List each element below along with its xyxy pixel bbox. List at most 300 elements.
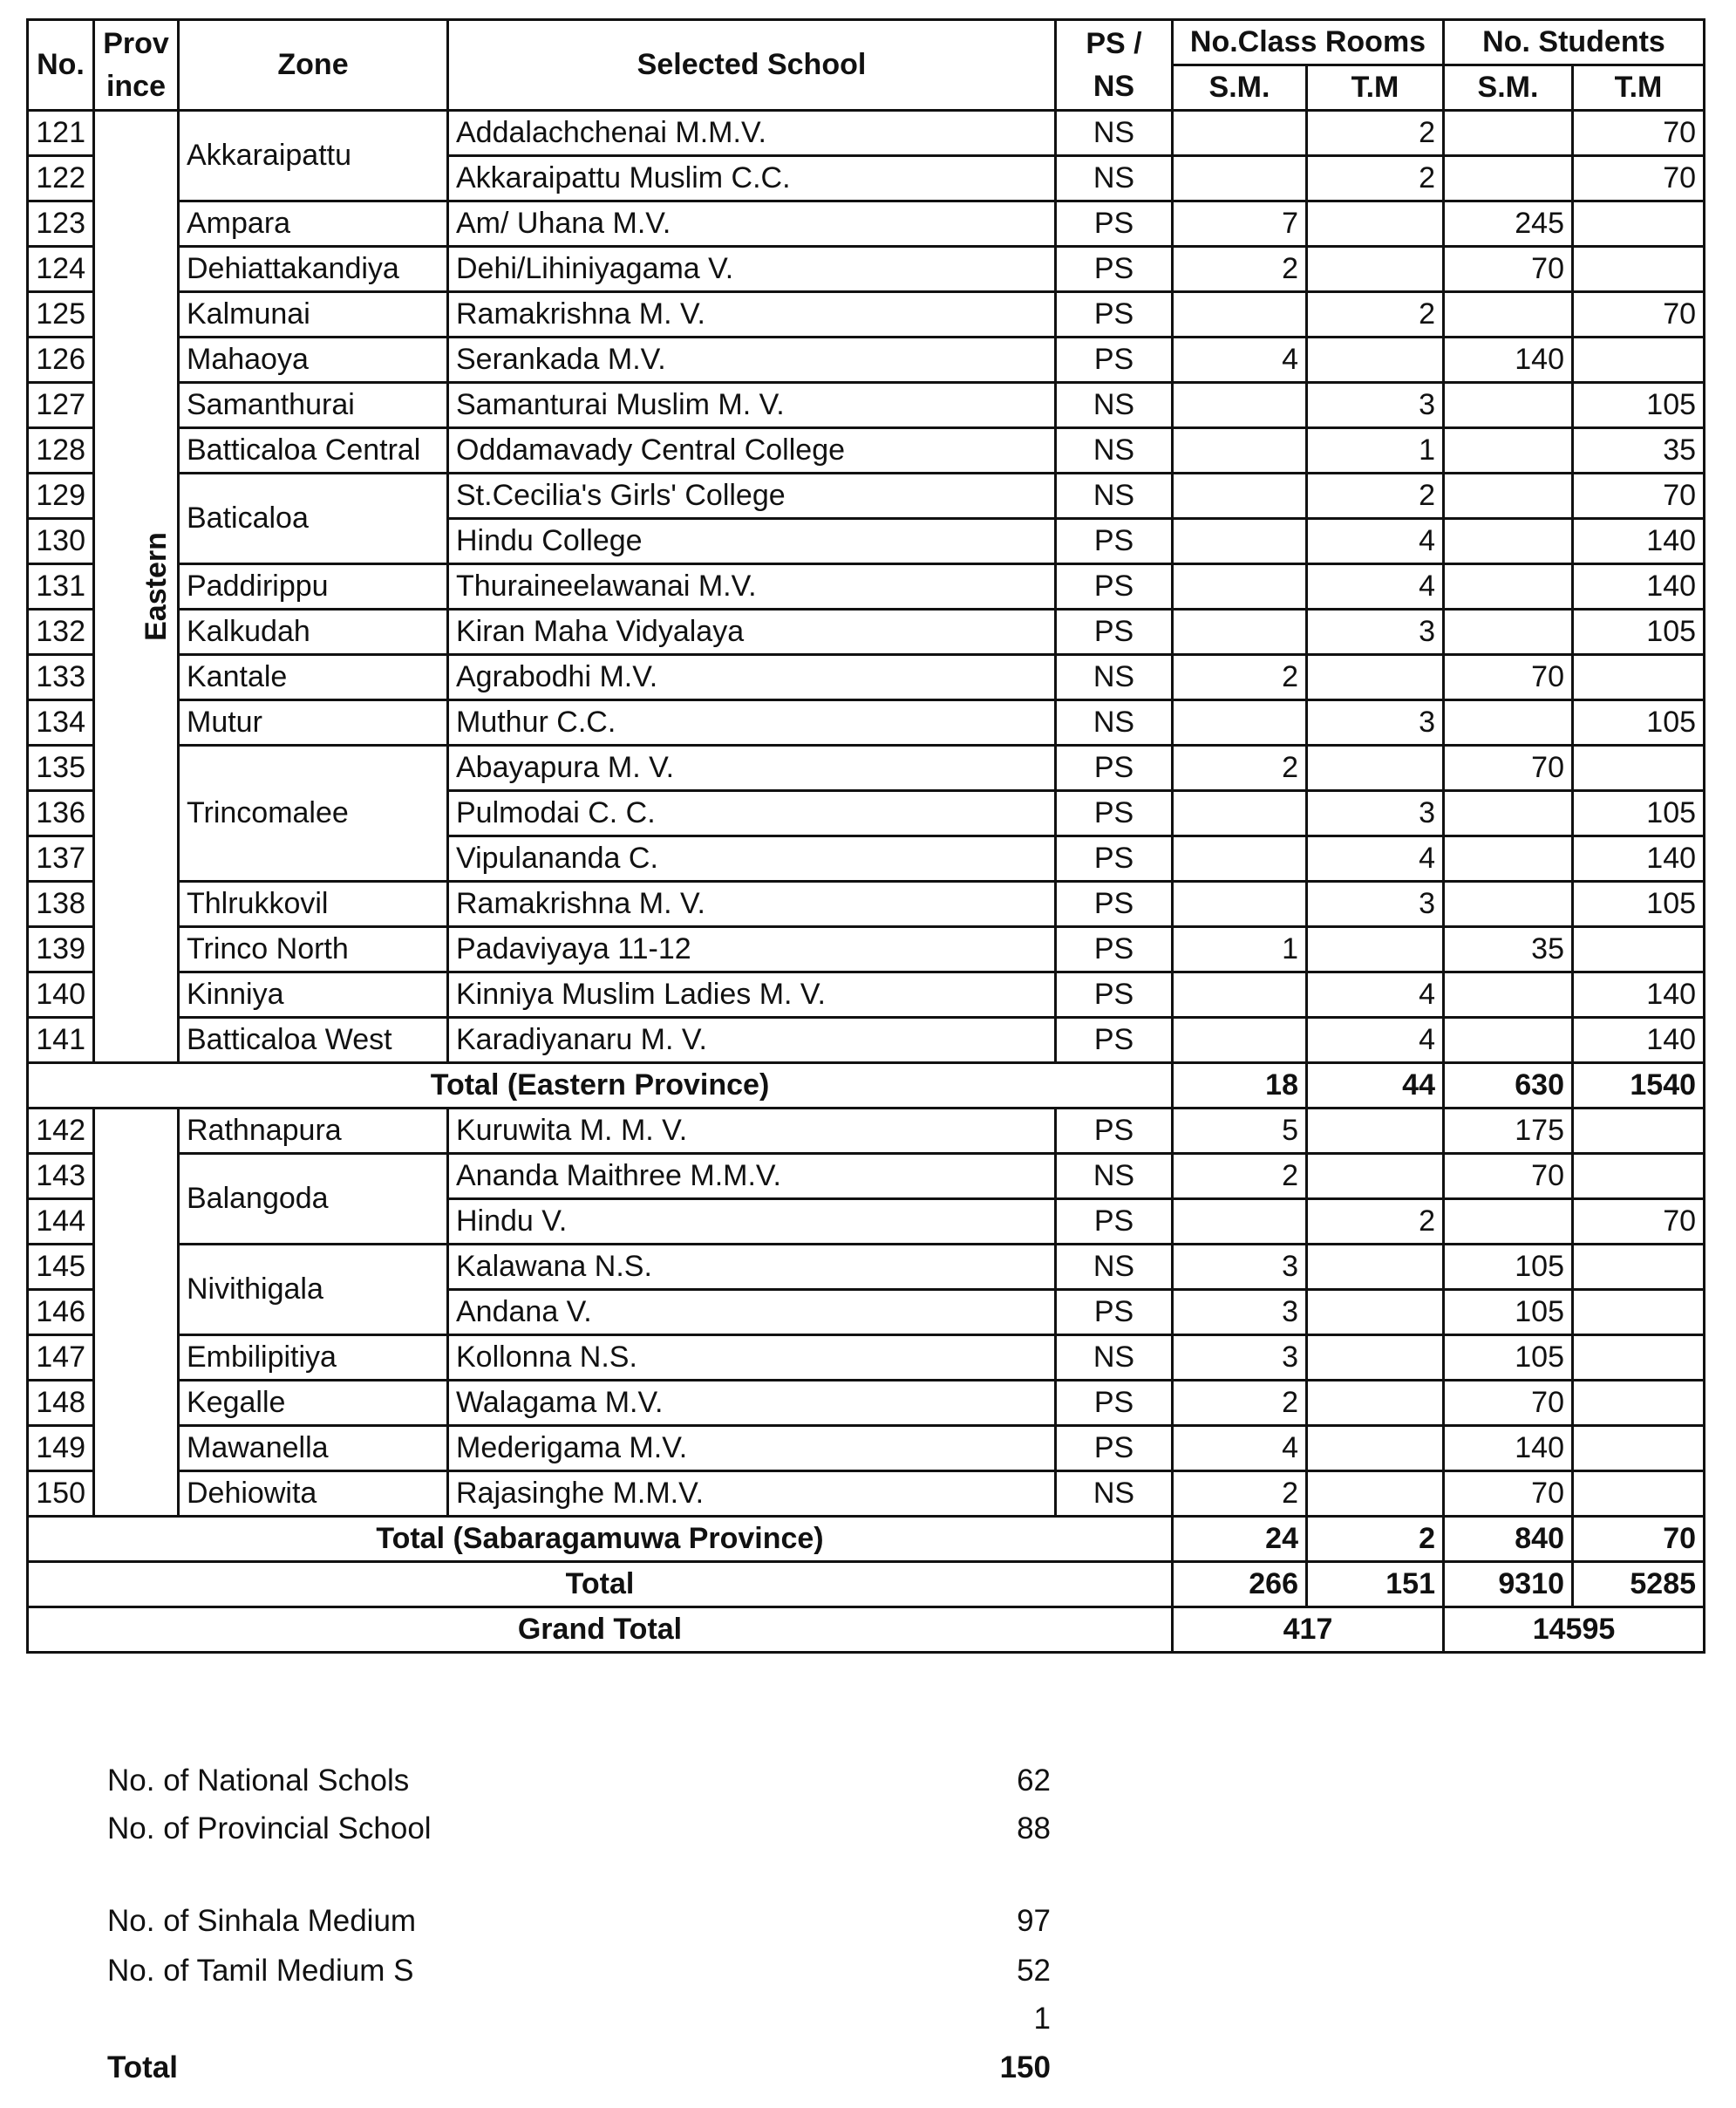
school-name: Serankada M.V. <box>448 338 1056 383</box>
col-students-sm: S.M. <box>1444 65 1573 111</box>
students-tm: 105 <box>1573 882 1705 927</box>
school-type: PS <box>1056 564 1173 610</box>
students-tm: 70 <box>1573 156 1705 201</box>
school-name: Addalachchenai M.M.V. <box>448 111 1056 156</box>
school-type: NS <box>1056 655 1173 700</box>
students-tm <box>1573 655 1705 700</box>
classrooms-sm <box>1173 474 1307 519</box>
students-sm <box>1444 383 1573 428</box>
classrooms-tm <box>1307 338 1444 383</box>
students-tm <box>1573 746 1705 791</box>
students-tm <box>1573 1154 1705 1199</box>
students-tm: 35 <box>1573 428 1705 474</box>
school-type: NS <box>1056 1335 1173 1381</box>
classrooms-sm: 2 <box>1173 655 1307 700</box>
students-tm: 140 <box>1573 519 1705 564</box>
row-number: 131 <box>28 564 94 610</box>
students-sm: 105 <box>1444 1245 1573 1290</box>
school-type: PS <box>1056 927 1173 972</box>
school-type: PS <box>1056 247 1173 292</box>
students-sm <box>1444 1018 1573 1063</box>
classrooms-tm <box>1307 1335 1444 1381</box>
students-tm: 70 <box>1573 1199 1705 1245</box>
school-type: PS <box>1056 519 1173 564</box>
summary-provincial: No. of Provincial School 88 <box>107 1811 1051 1845</box>
classrooms-sm: 2 <box>1173 746 1307 791</box>
classrooms-tm: 3 <box>1307 882 1444 927</box>
classrooms-tm: 2 <box>1307 292 1444 338</box>
students-tm: 140 <box>1573 564 1705 610</box>
row-number: 150 <box>28 1471 94 1517</box>
total-classrooms-tm: 151 <box>1307 1562 1444 1607</box>
school-type: PS <box>1056 1018 1173 1063</box>
school-name: Mederigama M.V. <box>448 1426 1056 1471</box>
total-classrooms-sm: 266 <box>1173 1562 1307 1607</box>
students-tm: 140 <box>1573 1018 1705 1063</box>
province-cell <box>94 111 179 1063</box>
school-type: NS <box>1056 156 1173 201</box>
school-type: PS <box>1056 1381 1173 1426</box>
zone-cell: Mahaoya <box>179 338 448 383</box>
students-sm <box>1444 156 1573 201</box>
col-classrooms-sm: S.M. <box>1173 65 1307 111</box>
row-number: 129 <box>28 474 94 519</box>
classrooms-sm <box>1173 791 1307 836</box>
students-sm <box>1444 791 1573 836</box>
header-row-1 <box>28 20 1705 65</box>
students-tm: 140 <box>1573 972 1705 1018</box>
school-name: Hindu College <box>448 519 1056 564</box>
table-row <box>28 428 1705 474</box>
table-row <box>28 338 1705 383</box>
school-type: NS <box>1056 111 1173 156</box>
classrooms-sm: 2 <box>1173 1154 1307 1199</box>
classrooms-sm: 1 <box>1173 927 1307 972</box>
col-ps-ns: PS / NS <box>1056 20 1173 111</box>
zone-cell: Kalkudah <box>179 610 448 655</box>
school-type: PS <box>1056 292 1173 338</box>
zone-cell: Dehiattakandiya <box>179 247 448 292</box>
classrooms-sm: 4 <box>1173 338 1307 383</box>
table-row <box>28 1426 1705 1471</box>
classrooms-sm <box>1173 700 1307 746</box>
students-sm: 175 <box>1444 1109 1573 1154</box>
classrooms-tm: 4 <box>1307 836 1444 882</box>
students-sm: 105 <box>1444 1290 1573 1335</box>
school-type: NS <box>1056 383 1173 428</box>
school-name: Kuruwita M. M. V. <box>448 1109 1056 1154</box>
students-sm: 140 <box>1444 338 1573 383</box>
schools-table <box>26 18 1705 1654</box>
table-row <box>28 972 1705 1018</box>
table-row <box>28 1154 1705 1199</box>
province-label: Eastern <box>139 532 173 641</box>
school-name: Oddamavady Central College <box>448 428 1056 474</box>
eastern-total-row <box>28 1063 1705 1109</box>
table-row <box>28 1335 1705 1381</box>
students-sm <box>1444 610 1573 655</box>
classrooms-sm: 3 <box>1173 1245 1307 1290</box>
total-students-sm: 630 <box>1444 1063 1573 1109</box>
students-tm <box>1573 201 1705 247</box>
students-tm <box>1573 338 1705 383</box>
zone-cell: Dehiowita <box>179 1471 448 1517</box>
total-students-tm: 5285 <box>1573 1562 1705 1607</box>
total-label: Total <box>28 1562 1173 1607</box>
students-tm: 70 <box>1573 111 1705 156</box>
students-tm <box>1573 247 1705 292</box>
grand-total-students: 14595 <box>1444 1607 1705 1653</box>
grand-total-row <box>28 1607 1705 1653</box>
zone-cell: Mutur <box>179 700 448 746</box>
school-type: PS <box>1056 746 1173 791</box>
classrooms-sm: 4 <box>1173 1426 1307 1471</box>
zone-cell: Samanthurai <box>179 383 448 428</box>
school-type: PS <box>1056 882 1173 927</box>
classrooms-sm: 2 <box>1173 1381 1307 1426</box>
classrooms-sm <box>1173 519 1307 564</box>
students-sm <box>1444 111 1573 156</box>
classrooms-sm <box>1173 1199 1307 1245</box>
classrooms-tm: 3 <box>1307 383 1444 428</box>
row-number: 144 <box>28 1199 94 1245</box>
classrooms-sm: 7 <box>1173 201 1307 247</box>
row-number: 137 <box>28 836 94 882</box>
school-type: PS <box>1056 610 1173 655</box>
row-number: 149 <box>28 1426 94 1471</box>
students-tm: 105 <box>1573 610 1705 655</box>
classrooms-tm <box>1307 655 1444 700</box>
table-row <box>28 1018 1705 1063</box>
school-name: Muthur C.C. <box>448 700 1056 746</box>
row-number: 122 <box>28 156 94 201</box>
table-row <box>28 292 1705 338</box>
students-tm <box>1573 1109 1705 1154</box>
school-name: Dehi/Lihiniyagama V. <box>448 247 1056 292</box>
classrooms-tm: 2 <box>1307 1199 1444 1245</box>
total-students-tm: 1540 <box>1573 1063 1705 1109</box>
students-sm <box>1444 1199 1573 1245</box>
summary-national: No. of National Schols 62 <box>107 1763 1051 1798</box>
classrooms-tm <box>1307 1471 1444 1517</box>
zone-cell: Ampara <box>179 201 448 247</box>
total-label: Total (Eastern Province) <box>28 1063 1173 1109</box>
school-name: St.Cecilia's Girls' College <box>448 474 1056 519</box>
classrooms-sm: 2 <box>1173 247 1307 292</box>
classrooms-sm: 3 <box>1173 1335 1307 1381</box>
classrooms-sm <box>1173 564 1307 610</box>
zone-cell: Kalmunai <box>179 292 448 338</box>
students-sm <box>1444 564 1573 610</box>
students-sm <box>1444 836 1573 882</box>
row-number: 146 <box>28 1290 94 1335</box>
classrooms-sm: 5 <box>1173 1109 1307 1154</box>
classrooms-sm <box>1173 428 1307 474</box>
school-name: Hindu V. <box>448 1199 1056 1245</box>
zone-cell: Kinniya <box>179 972 448 1018</box>
zone-cell: Batticaloa Central <box>179 428 448 474</box>
col-zone: Zone <box>179 20 448 111</box>
school-name: Andana V. <box>448 1290 1056 1335</box>
school-name: Ramakrishna M. V. <box>448 882 1056 927</box>
classrooms-tm <box>1307 201 1444 247</box>
school-name: Agrabodhi M.V. <box>448 655 1056 700</box>
classrooms-tm <box>1307 1154 1444 1199</box>
table-row <box>28 111 1705 156</box>
school-name: Rajasinghe M.M.V. <box>448 1471 1056 1517</box>
col-school: Selected School <box>448 20 1056 111</box>
classrooms-tm: 1 <box>1307 428 1444 474</box>
students-sm <box>1444 428 1573 474</box>
school-name: Pulmodai C. C. <box>448 791 1056 836</box>
zone-cell: Rathnapura <box>179 1109 448 1154</box>
students-tm <box>1573 1381 1705 1426</box>
total-classrooms-tm: 44 <box>1307 1063 1444 1109</box>
classrooms-sm <box>1173 836 1307 882</box>
total-row <box>28 1562 1705 1607</box>
table-row <box>28 201 1705 247</box>
row-number: 132 <box>28 610 94 655</box>
table-row <box>28 1471 1705 1517</box>
col-classrooms: No.Class Rooms <box>1173 20 1444 65</box>
row-number: 133 <box>28 655 94 700</box>
classrooms-sm: 3 <box>1173 1290 1307 1335</box>
col-province: Prov ince <box>94 20 179 111</box>
row-number: 134 <box>28 700 94 746</box>
total-students-sm: 840 <box>1444 1517 1573 1562</box>
row-number: 123 <box>28 201 94 247</box>
school-name: Kinniya Muslim Ladies M. V. <box>448 972 1056 1018</box>
row-number: 130 <box>28 519 94 564</box>
zone-cell: Kegalle <box>179 1381 448 1426</box>
total-classrooms-tm: 2 <box>1307 1517 1444 1562</box>
students-tm <box>1573 1471 1705 1517</box>
school-type: PS <box>1056 1109 1173 1154</box>
row-number: 139 <box>28 927 94 972</box>
students-sm: 70 <box>1444 655 1573 700</box>
classrooms-tm <box>1307 1290 1444 1335</box>
school-name: Padaviyaya 11-12 <box>448 927 1056 972</box>
students-sm <box>1444 292 1573 338</box>
row-number: 147 <box>28 1335 94 1381</box>
classrooms-tm <box>1307 1245 1444 1290</box>
school-name: Am/ Uhana M.V. <box>448 201 1056 247</box>
students-sm: 70 <box>1444 247 1573 292</box>
students-tm: 105 <box>1573 791 1705 836</box>
school-type: NS <box>1056 1154 1173 1199</box>
row-number: 121 <box>28 111 94 156</box>
zone-cell: Paddirippu <box>179 564 448 610</box>
summary-sinhala: No. of Sinhala Medium 97 <box>107 1904 1051 1938</box>
zone-cell: Trincomalee <box>179 746 448 882</box>
row-number: 136 <box>28 791 94 836</box>
total-label: Total (Sabaragamuwa Province) <box>28 1517 1173 1562</box>
school-name: Kalawana N.S. <box>448 1245 1056 1290</box>
col-classrooms-tm: T.M <box>1307 65 1444 111</box>
school-type: PS <box>1056 201 1173 247</box>
row-number: 142 <box>28 1109 94 1154</box>
table-row <box>28 1381 1705 1426</box>
sabaragamuwa-total-row <box>28 1517 1705 1562</box>
school-type: PS <box>1056 1426 1173 1471</box>
school-name: Samanturai Muslim M. V. <box>448 383 1056 428</box>
students-tm: 140 <box>1573 836 1705 882</box>
classrooms-tm <box>1307 247 1444 292</box>
students-sm: 70 <box>1444 1381 1573 1426</box>
zone-cell: Embilipitiya <box>179 1335 448 1381</box>
table-row <box>28 927 1705 972</box>
total-students-tm: 70 <box>1573 1517 1705 1562</box>
school-name: Walagama M.V. <box>448 1381 1056 1426</box>
col-students-tm: T.M <box>1573 65 1705 111</box>
grand-total-label: Grand Total <box>28 1607 1173 1653</box>
classrooms-sm <box>1173 292 1307 338</box>
classrooms-tm: 3 <box>1307 610 1444 655</box>
classrooms-tm <box>1307 1426 1444 1471</box>
row-number: 135 <box>28 746 94 791</box>
classrooms-sm <box>1173 111 1307 156</box>
classrooms-tm: 4 <box>1307 519 1444 564</box>
row-number: 127 <box>28 383 94 428</box>
classrooms-tm: 4 <box>1307 1018 1444 1063</box>
school-type: PS <box>1056 791 1173 836</box>
row-number: 145 <box>28 1245 94 1290</box>
school-type: PS <box>1056 338 1173 383</box>
classrooms-sm <box>1173 1018 1307 1063</box>
table-row <box>28 700 1705 746</box>
row-number: 141 <box>28 1018 94 1063</box>
school-type: PS <box>1056 836 1173 882</box>
school-type: PS <box>1056 1199 1173 1245</box>
school-type: PS <box>1056 972 1173 1018</box>
total-classrooms-sm: 18 <box>1173 1063 1307 1109</box>
school-type: NS <box>1056 428 1173 474</box>
classrooms-tm: 3 <box>1307 700 1444 746</box>
classrooms-sm <box>1173 156 1307 201</box>
table-body <box>28 111 1705 1653</box>
classrooms-tm <box>1307 1109 1444 1154</box>
school-name: Karadiyanaru M. V. <box>448 1018 1056 1063</box>
students-tm <box>1573 1245 1705 1290</box>
school-type: PS <box>1056 1290 1173 1335</box>
table-row <box>28 1245 1705 1290</box>
province-cell <box>94 1109 179 1517</box>
students-sm: 140 <box>1444 1426 1573 1471</box>
row-number: 124 <box>28 247 94 292</box>
classrooms-tm <box>1307 1381 1444 1426</box>
classrooms-sm <box>1173 972 1307 1018</box>
school-name: Akkaraipattu Muslim C.C. <box>448 156 1056 201</box>
classrooms-tm: 2 <box>1307 156 1444 201</box>
school-name: Kiran Maha Vidyalaya <box>448 610 1056 655</box>
school-type: NS <box>1056 474 1173 519</box>
classrooms-sm <box>1173 882 1307 927</box>
students-sm: 105 <box>1444 1335 1573 1381</box>
students-sm <box>1444 519 1573 564</box>
school-type: NS <box>1056 1471 1173 1517</box>
table-row <box>28 882 1705 927</box>
zone-cell: Batticaloa West <box>179 1018 448 1063</box>
summary-tamil: No. of Tamil Medium S 52 <box>107 1954 1051 1988</box>
classrooms-tm <box>1307 927 1444 972</box>
classrooms-sm <box>1173 383 1307 428</box>
row-number: 148 <box>28 1381 94 1426</box>
school-name: Vipulananda C. <box>448 836 1056 882</box>
students-tm <box>1573 1335 1705 1381</box>
students-sm <box>1444 474 1573 519</box>
students-tm: 70 <box>1573 292 1705 338</box>
classrooms-sm: 2 <box>1173 1471 1307 1517</box>
row-number: 126 <box>28 338 94 383</box>
classrooms-tm: 3 <box>1307 791 1444 836</box>
students-sm: 35 <box>1444 927 1573 972</box>
summary-total: Total 150 <box>107 2050 1051 2084</box>
students-tm: 70 <box>1573 474 1705 519</box>
table-row <box>28 746 1705 791</box>
students-tm: 105 <box>1573 700 1705 746</box>
zone-cell: Baticaloa <box>179 474 448 564</box>
classrooms-tm <box>1307 746 1444 791</box>
classrooms-tm: 4 <box>1307 564 1444 610</box>
zone-cell: Mawanella <box>179 1426 448 1471</box>
summary-other: 1 <box>1033 2002 1051 2036</box>
students-tm <box>1573 1426 1705 1471</box>
students-sm: 70 <box>1444 1154 1573 1199</box>
table-row <box>28 383 1705 428</box>
students-sm: 70 <box>1444 746 1573 791</box>
total-students-sm: 9310 <box>1444 1562 1573 1607</box>
total-classrooms-sm: 24 <box>1173 1517 1307 1562</box>
col-students: No. Students <box>1444 20 1705 65</box>
table-row <box>28 474 1705 519</box>
zone-cell: Thlrukkovil <box>179 882 448 927</box>
school-name: Thuraineelawanai M.V. <box>448 564 1056 610</box>
table-row <box>28 564 1705 610</box>
school-name: Ananda Maithree M.M.V. <box>448 1154 1056 1199</box>
row-number: 143 <box>28 1154 94 1199</box>
students-sm <box>1444 700 1573 746</box>
table-row <box>28 655 1705 700</box>
school-name: Ramakrishna M. V. <box>448 292 1056 338</box>
zone-cell: Kantale <box>179 655 448 700</box>
students-tm <box>1573 1290 1705 1335</box>
classrooms-sm <box>1173 610 1307 655</box>
school-type: NS <box>1056 700 1173 746</box>
zone-cell: Nivithigala <box>179 1245 448 1335</box>
row-number: 140 <box>28 972 94 1018</box>
students-sm: 245 <box>1444 201 1573 247</box>
students-sm: 70 <box>1444 1471 1573 1517</box>
row-number: 138 <box>28 882 94 927</box>
row-number: 125 <box>28 292 94 338</box>
students-sm <box>1444 882 1573 927</box>
school-name: Kollonna N.S. <box>448 1335 1056 1381</box>
zone-cell: Akkaraipattu <box>179 111 448 201</box>
table-row <box>28 610 1705 655</box>
school-name: Abayapura M. V. <box>448 746 1056 791</box>
classrooms-tm: 2 <box>1307 474 1444 519</box>
col-no: No. <box>28 20 94 111</box>
table-row <box>28 247 1705 292</box>
grand-total-classrooms: 417 <box>1173 1607 1444 1653</box>
table-row <box>28 1109 1705 1154</box>
students-tm: 105 <box>1573 383 1705 428</box>
classrooms-tm: 4 <box>1307 972 1444 1018</box>
students-tm <box>1573 927 1705 972</box>
row-number: 128 <box>28 428 94 474</box>
zone-cell: Balangoda <box>179 1154 448 1245</box>
school-type: NS <box>1056 1245 1173 1290</box>
